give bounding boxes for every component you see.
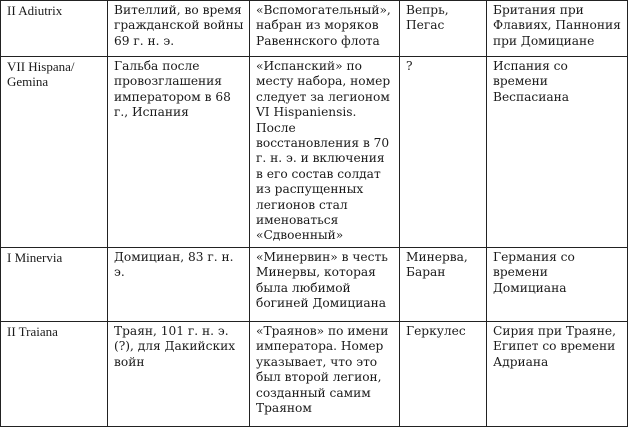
legion-cell: [1, 57, 108, 248]
deployment-cell: [487, 57, 628, 248]
table-row: [1, 247, 628, 321]
founder-text: Вителлий, во время гражданской войны 69 г. н. э.: [114, 3, 244, 48]
founder-text: Домициан, 83 г. н. э.: [114, 249, 234, 280]
deployment-text: Британия при Флавиях, Паннония при Домициане: [493, 3, 621, 48]
founder-text: Гальба после провозглашения императором в 68 г., Испания: [114, 59, 231, 120]
emblem-cell: [400, 1, 487, 57]
name-meaning-cell: [250, 247, 400, 321]
deployment-cell: [487, 321, 628, 426]
table-row: [1, 57, 628, 248]
founder-cell: [108, 1, 250, 57]
emblem-text: Минерва, Баран: [406, 249, 468, 280]
emblem-cell: [400, 57, 487, 248]
deployment-text: Германия со времени Домициана: [493, 249, 575, 295]
legion-cell: [1, 1, 108, 57]
deployment-text: Сирия при Траяне, Египет со времени Адриана: [493, 323, 616, 369]
name-meaning-text: «Минервин» в честь Минервы, которая была любимой богиней Домициана: [256, 249, 388, 311]
legion-cell: [1, 321, 108, 426]
name-meaning-cell: [250, 1, 400, 57]
founder-cell: [108, 57, 250, 248]
founder-text: Траян, 101 г. н. э. (?), для Дакийских войн: [114, 323, 236, 369]
legion-cell: [1, 247, 108, 321]
table-row: [1, 321, 628, 426]
name-meaning-text: «Испанский» по месту набора, номер следует за легионом VI Hispaniensis. После восстановления в 70 г. н. э. и включения в его состав солдат из распущенных легионов стал именоваться «Сдвоенный»: [256, 59, 391, 243]
deployment-text: Испания со времени Веспасиана: [493, 59, 569, 104]
legion-name: II Traiana: [7, 323, 58, 339]
founder-cell: [108, 247, 250, 321]
emblem-cell: [400, 321, 487, 426]
name-meaning-text: «Вспомогательный», набран из моряков Равеннского флота: [256, 3, 391, 48]
legion-name: I Minervia: [7, 249, 63, 265]
emblem-text: Геркулес: [406, 323, 466, 338]
table-row: [1, 1, 628, 57]
legion-name: VII Hispana/ Gemina: [7, 59, 75, 90]
name-meaning-text: «Траянов» по имени императора. Номер указывает, что это был второй легион, созданный самим Траяном: [256, 323, 389, 415]
emblem-text: ?: [406, 59, 413, 73]
emblem-text: Вепрь, Пегас: [406, 3, 449, 33]
name-meaning-cell: [250, 321, 400, 426]
name-meaning-cell: [250, 57, 400, 248]
deployment-cell: [487, 247, 628, 321]
founder-cell: [108, 321, 250, 426]
legion-name: II Adiutrix: [7, 3, 63, 18]
emblem-cell: [400, 247, 487, 321]
deployment-cell: [487, 1, 628, 57]
